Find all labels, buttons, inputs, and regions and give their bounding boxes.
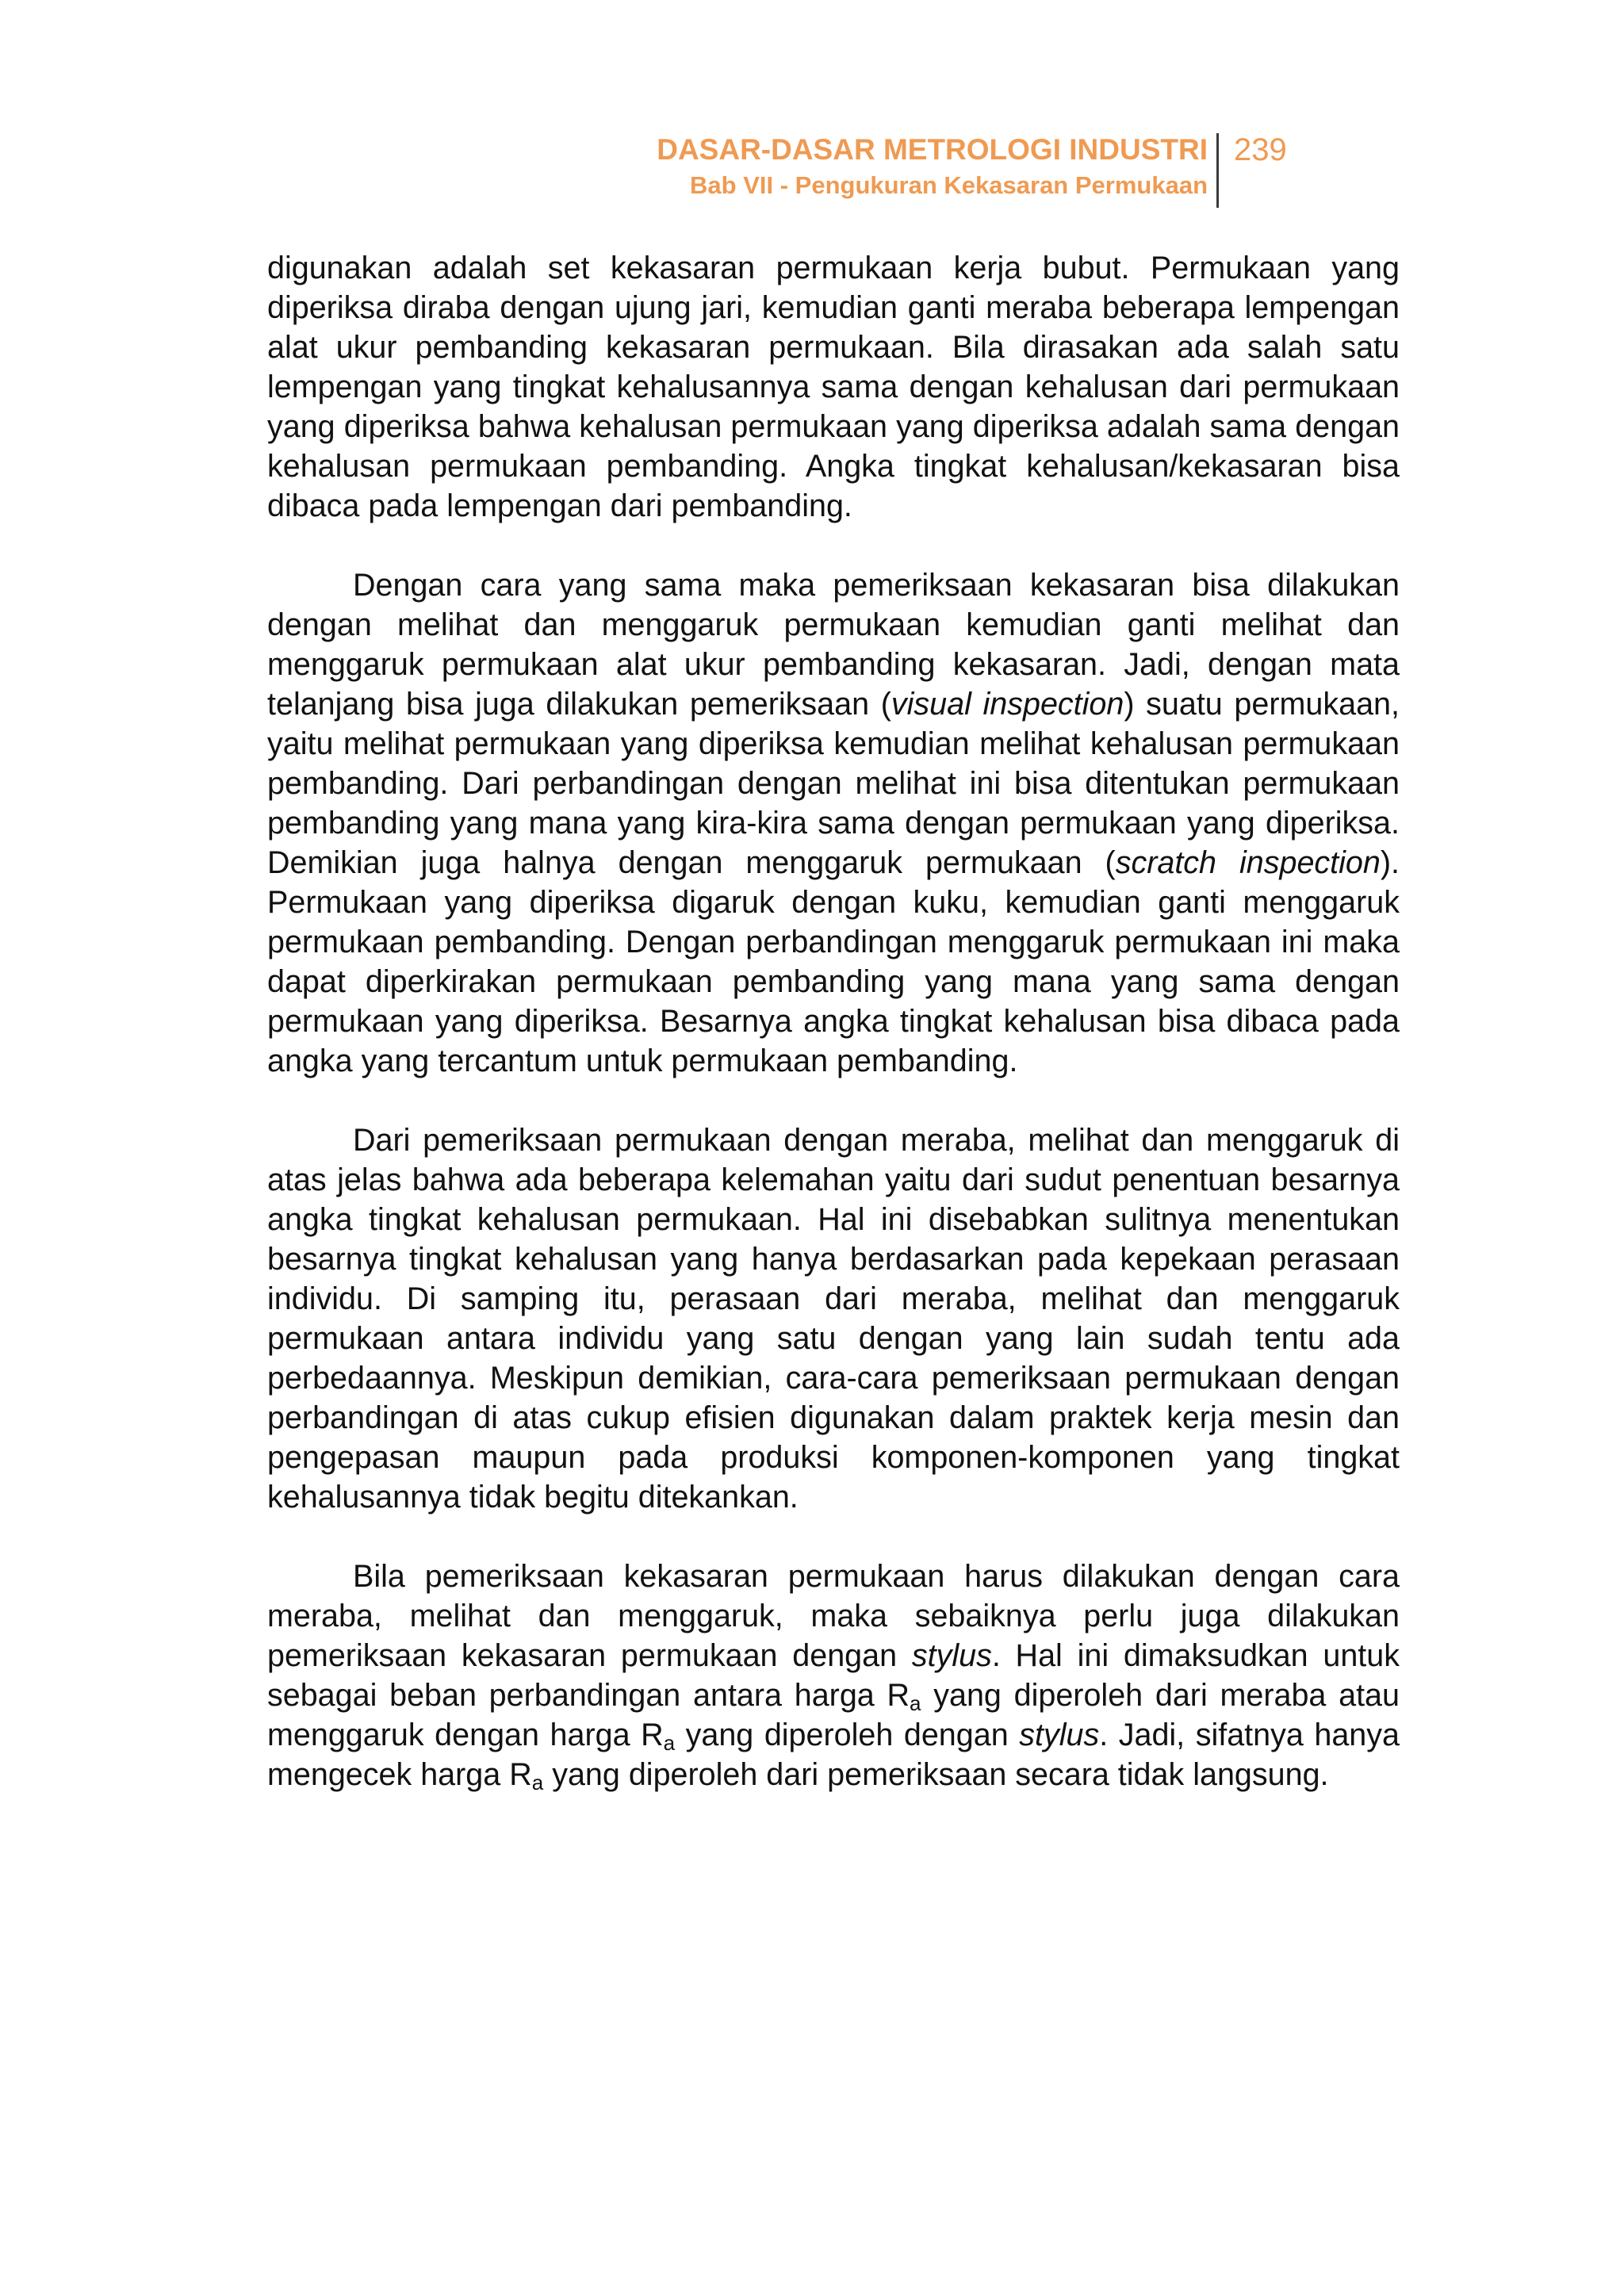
paragraph-1: digunakan adalah set kekasaran permukaan kerja bubut. Permukaan yang diperiksa diraba dengan ujung jari, kemudian ganti meraba beberapa lempengan alat ukur pembanding kekasaran permukaan. Bila dirasakan ada salah satu lempengan yang tingkat kehalusannya sama dengan kehalusan dari permukaan yang diperiksa bahwa kehalusan permukaan yang diperiksa adalah sama dengan kehalusan permukaan pembanding. Angka tingkat kehalusan/kekasaran bisa dibaca pada lempengan dari pembanding. [267,251,1400,523]
paragraph-4 [267,1557,1400,1794]
paragraph-4-subscript-2: a [663,1731,676,1755]
header-titles [657,132,1208,203]
book-title: DASAR-DASAR METROLOGI INDUSTRI [657,133,1208,166]
paragraph-4-text-4: yang diperoleh dengan [675,1718,1020,1752]
page-body [267,248,1400,1834]
paragraph-2-text-3: ). Permukaan yang diperiksa digaruk dengan kuku, kemudian ganti menggaruk permukaan pembanding. Dengan perbandingan menggaruk permukaan ini maka dapat diperkirakan permukaan pembanding yang mana yang sama dengan permukaan yang diperiksa. Besarnya angka tingkat kehalusan bisa dibaca pada angka yang tercantum untuk permukaan pembanding. [267,845,1400,1078]
paragraph-2-italic-1: visual inspection [891,687,1124,722]
paragraph-3: Dari pemeriksaan permukaan dengan meraba, melihat dan menggaruk di atas jelas bahwa ada beberapa kelemahan yaitu dari sudut penentuan besarnya angka tingkat kehalusan permukaan. Hal ini disebabkan sulitnya menentukan besarnya tingkat kehalusan yang hanya berdasarkan pada kepekaan perasaan individu. Di samping itu, perasaan dari meraba, melihat dan menggaruk permukaan antara individu yang satu dengan yang lain sudah tentu ada perbedaannya. Meskipun demikian, cara-cara pemeriksaan permukaan dengan perbandingan di atas cukup efisien digunakan dalam praktek kerja mesin dan pengepasan maupun pada produksi komponen-komponen yang tingkat kehalusannya tidak begitu ditekankan. [267,1123,1400,1515]
paragraph-4-text-5: . Jadi, sifatnya hanya mengecek harga R [267,1718,1400,1792]
paragraph-4-text-1: Bila pemeriksaan kekasaran permukaan harus dilakukan dengan cara meraba, melihat dan menggaruk, maka sebaiknya perlu juga dilakukan pemeriksaan kekasaran permukaan dengan [267,1559,1400,1673]
paragraph-4-subscript-3: a [531,1771,544,1794]
page-number: 239 [1234,132,1287,167]
paragraph-4-italic-2: stylus [1019,1718,1100,1752]
paragraph-2-text-1: Dengan cara yang sama maka pemeriksaan kekasaran bisa dilakukan dengan melihat dan menggaruk permukaan kemudian ganti melihat dan menggaruk permukaan alat ukur pembanding kekasaran. Jadi, dengan mata telanjang bisa juga dilakukan pemeriksaan ( [267,568,1400,722]
paragraph-4-subscript-1: a [910,1691,921,1715]
paragraph-4-text-3: yang diperoleh dari meraba atau menggaruk dengan harga R [267,1678,1400,1752]
header-divider [1216,133,1219,208]
paragraph-2 [267,565,1400,1081]
paragraph-4-text-2: . Hal ini dimaksudkan untuk sebagai beban perbandingan antara harga R [267,1638,1400,1713]
paragraph-2-text-2: ) suatu permukaan, yaitu melihat permukaan yang diperiksa kemudian melihat kehalusan permukaan pembanding. Dari perbandingan dengan melihat ini bisa ditentukan permukaan pembanding yang mana yang kira-kira sama dengan permukaan yang diperiksa. Demikian juga halnya dengan menggaruk permukaan ( [267,687,1400,880]
paragraph-4-italic-1: stylus [911,1638,992,1673]
paragraph-2-italic-2: scratch inspection [1115,845,1381,880]
chapter-title: Bab VII - Pengukuran Kekasaran Permukaan [690,171,1208,199]
page-header [0,132,1624,211]
paragraph-4-text-6: yang diperoleh dari pemeriksaan secara tidak langsung. [543,1757,1329,1792]
